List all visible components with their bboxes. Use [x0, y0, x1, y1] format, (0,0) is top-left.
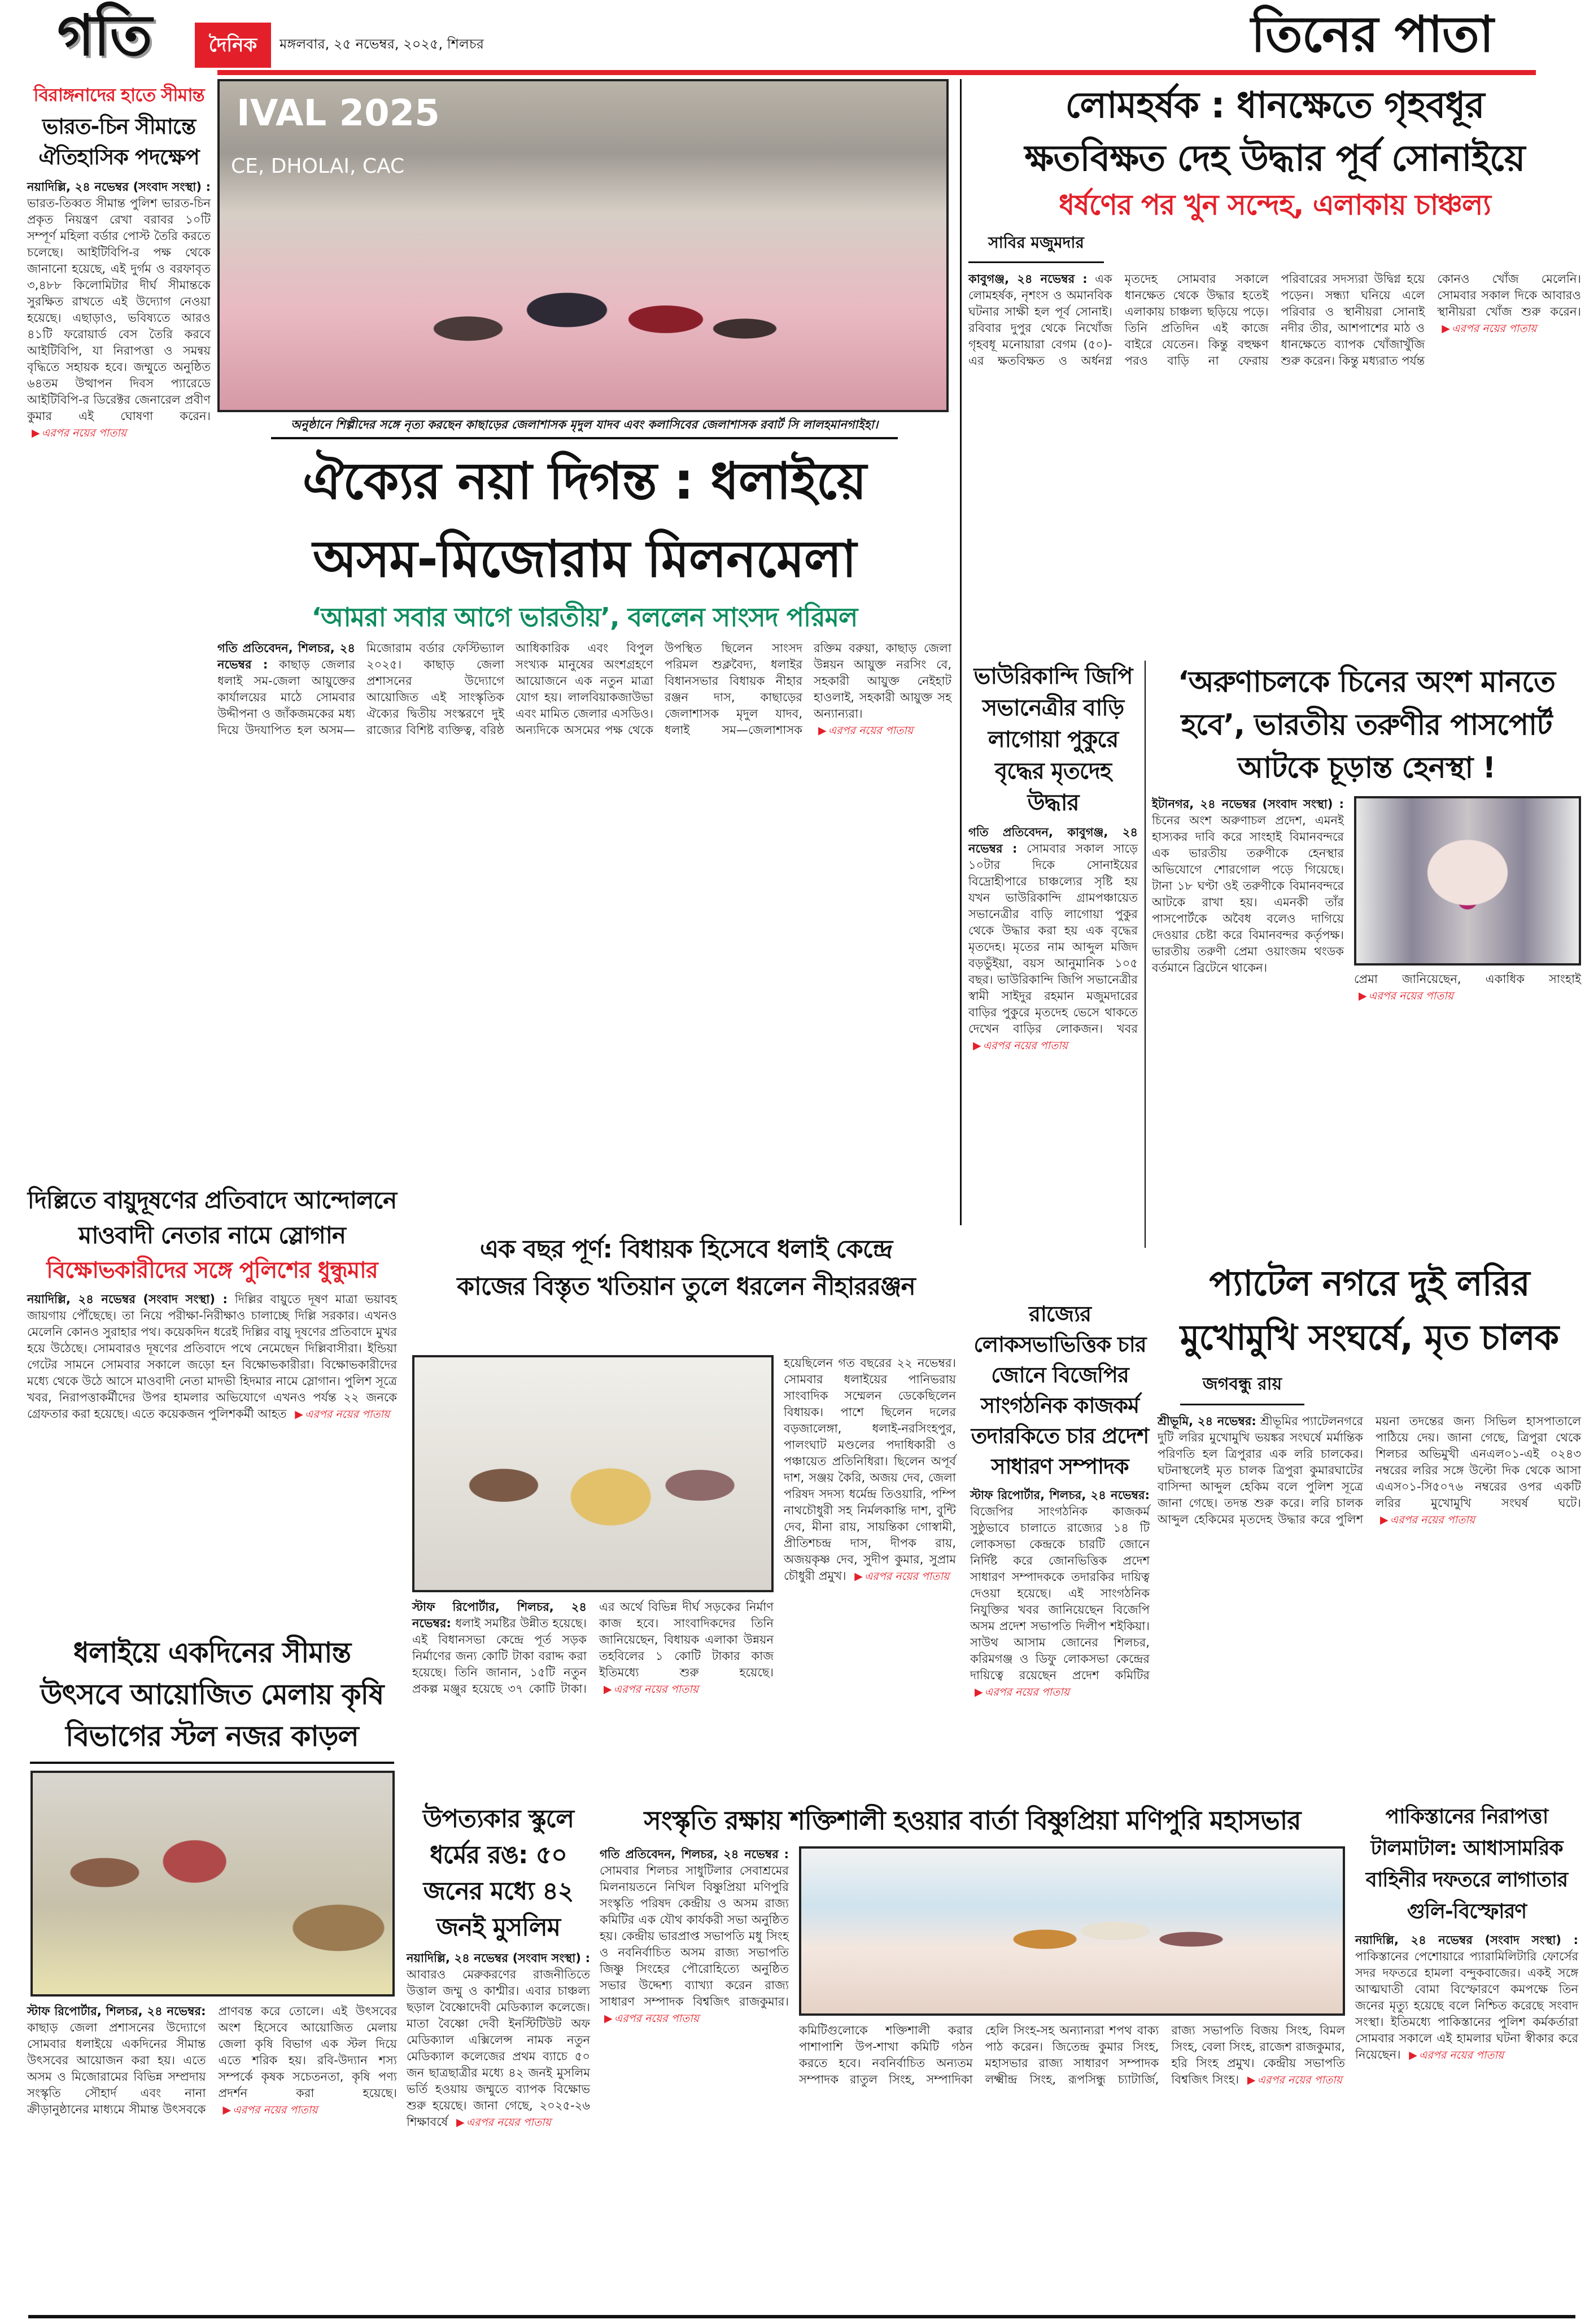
article-headline: ভারত-চিন সীমান্তে	[42, 114, 196, 139]
mahasabha-photo	[799, 1846, 1345, 2016]
article-headline: ভাউরিকান্দি জিপি সভানেত্রীর বাড়ি লাগোয়া পুকুরে বৃদ্ধের মৃতদেহ উদ্ধার	[973, 663, 1133, 816]
article-body	[799, 2022, 1345, 2089]
masthead-badge: দৈনিক	[195, 23, 271, 68]
dateline: ইটানগর, ২৪ নভেম্বর (সংবাদ সংস্থা) :	[1152, 797, 1344, 811]
body-text: এক লোমহর্ষক, নৃশংস ও অমানবিক ঘটনার সাক্ষী হল পূর্ব সোনাই। রবিবার দুপুর থেকে নিখোঁজ গৃহবধূ মনোয়ারা বেগম (৫০)-এর ক্ষতবিক্ষত ও অর্ধনগ্ন মৃতদেহ সোমবার সকালে ধানক্ষেত থেকে উদ্ধার হতেই এলাকায় চাঞ্চল্য ছড়িয়ে পড়ে। তিনি প্রতিদিন এই কাজে বাইরে যেতেন। কিন্তু বহুক্ষণ পরও বাড়ি না ফেরায় পরিবারের সদস্যরা উদ্বিগ্ন হয়ে পড়েন। সন্ধ্যা ঘনিয়ে এলে পরিবার ও স্থানীয়রা সোনাই নদীর তীর, আশপাশের মাঠ ও ধানক্ষেতে ব্যাপক খোঁজাখুঁজি শুরু করেন। কিন্তু মধ্যরাত পর্যন্ত কোনও খোঁজ মেলেনি। সোমবার সকাল দিকে আবারও স্থানীয়রা খোঁজ শুরু করেন।	[968, 272, 1581, 368]
bottom-rule	[28, 2315, 1575, 2318]
dateline: নয়াদিল্লি, ২৪ নভেম্বর (সংবাদ সংস্থা) :	[407, 1951, 590, 1965]
article-mla-headline	[409, 1231, 963, 1305]
body-text: হয়েছিলেন গত বছরের ২২ নভেম্বর। সোমবার ধলাইয়ের পানিভরায় সাংবাদিক সম্মেলন ডেকেছিলেন বিধায়ক। পাশে ছিলেন দলের বড়জালেঙ্গা, ধলাই-নরসিংহপুর, পালংঘাট মণ্ডলের পদাধিকারী ও পঞ্চায়েত প্রতিনিধিরা। ছিলেন অপূর্ব দাশ, সঞ্জয় কৈরি, অজয় দেব, জেলা পরিষদ সদস্য ধর্মেন্দ্র তিওয়ারি, পম্পি নাথচৌধুরী সহ নির্মলকান্তি দাশ, বুন্টি দেব, মীনা রায়, সায়ন্তিকা গোস্বামী, প্রীতিশচন্দ্র দাস, দীপক রায়, অজয়কৃষ্ণ দেব, সুদীপ কুমার, সুপ্রাম চৌধুরী প্রমুখ।	[784, 1356, 956, 1583]
article-body	[1354, 971, 1581, 1004]
continue-link[interactable]: ▶ এরপর নয়ের পাতায়	[1359, 990, 1453, 1002]
divider	[271, 437, 898, 439]
article-body	[968, 824, 1138, 1054]
dateline: শ্রীভূমি, ২৪ নভেম্বর:	[1158, 1414, 1256, 1428]
body-text: বিজেপির সাংগঠনিক কাজকর্ম সুষ্ঠুভাবে চালাতে রাজ্যের ১৪ টি লোকসভা কেন্দ্রকে চারটি জোনে নির্দিষ্ট করে জোনভিত্তিক প্রদেশ সাধারণ সম্পাদককে তদারকির দায়িত্ব দেওয়া হয়েছে। এই সাংগঠনিক নিযুক্তির খবর জানিয়েছেন বিজেপি অসম প্রদেশ সভাপতি দিলীপ শইকিয়া। সাউথ আসাম জোনের শিলচর, করিমগঞ্জ ও ডিফু লোকসভা কেন্দ্রের দায়িত্বে রয়েছেন প্রদেশ কমিটির	[970, 1505, 1150, 1682]
photo-caption: অনুষ্ঠানে শিল্পীদের সঙ্গে নৃত্য করছেন কাছাড়ের জেলাশাসক মৃদুল যাদব এবং কলাসিবের জেলাশাসক রবার্ট সি লালহমানগাইহা।	[290, 418, 879, 431]
article-headline: উৎসবে আয়োজিত মেলায় কৃষি	[40, 1678, 384, 1711]
article-pond	[968, 661, 1138, 1054]
article-headline: দিল্লিতে বায়ুদূষণের প্রতিবাদে আন্দোলনে	[27, 1186, 397, 1214]
article-headline: মাওবাদী নেতার নামে স্লোগান	[78, 1221, 346, 1249]
continue-link[interactable]: ▶ এরপর নয়ের পাতায়	[295, 1408, 390, 1421]
article-pakistan	[1355, 1801, 1578, 2064]
continue-link[interactable]: ▶ এরপর নয়ের পাতায়	[1247, 2074, 1342, 2086]
festival-photo	[217, 79, 949, 412]
column-divider	[1145, 661, 1146, 1248]
body-text: প্রেমা জানিয়েছেন, একাধিক সাংহাই	[1354, 972, 1581, 986]
continue-link[interactable]: ▶ এরপর নয়ের পাতায়	[223, 2104, 318, 2116]
byline: সাবির মজুমদার	[968, 230, 1104, 263]
agri-stall-photo	[30, 1771, 395, 1997]
article-subhead: বিক্ষোভকারীদের সঙ্গে পুলিশের ধুন্ধুমার	[46, 1257, 378, 1283]
article-mla-main	[412, 1355, 774, 1698]
dateline: গতি প্রতিবেদন, শিলচর, ২৪ নভেম্বর :	[600, 1847, 789, 1861]
article-headline: ‘অরুণাচলকে চিনের অংশ মানতে হবে’, ভারতীয় তরুণীর পাসপোর্ট আটকে চূড়ান্ত হেনস্থা !	[1177, 665, 1556, 785]
body-text: কাছাড় জেলা প্রশাসনের উদ্যোগে সোমবার ধলাইয়ে একদিনের সীমান্ত উৎসবের আয়োজন করা হয়। এতে অসম ও মিজোরামের বিভিন্ন সম্প্রদায় সংস্কৃতি সৌহার্দ এবং নানা ক্রীড়ানুষ্ঠানের মাধ্যমে সীমান্ত উৎসবকে প্রাণবন্ত করে তোলে। এই উৎসবের অংশ হিসেবে আয়োজিত মেলায় জেলা কৃষি বিভাগ এক স্টল দিয়ে এতে শরিক হয়। রবি-উদ্যান শস্য সম্পর্কে কৃষক সচেতনতা, কৃষি পণ্য প্রদর্শন করা হয়েছে।	[27, 2004, 397, 2116]
continue-link[interactable]: ▶ এরপর নয়ের পাতায়	[1409, 2049, 1504, 2061]
body-text: সোমবার শিলচর সাধুটিলার সেবাশ্রমের মিলনায়তনে নিখিল বিষ্ণুপ্রিয়া মণিপুরি সংস্কৃতি পরিষদ কেন্দ্রীয় ও অসম রাজ্য কমিটির এক যৌথ কার্যকরী সভা অনুষ্ঠিত হয়। কেন্দ্রীয় ভারপ্রাপ্ত সভাপতি মধু সিংহ ও নবনির্বাচিত অসম রাজ্য সভাপতি জিষ্ণু সিংহের পৌরোহিত্যে অনুষ্ঠিত সভার উদ্দেশ্য ব্যাখ্যা করেন রাজ্য সাধারণ সম্পাদক বিশ্বজিৎ রাজকুমার।	[600, 1864, 789, 2008]
body-text: ভারত-তিব্বত সীমান্ত পুলিশ ভারত-চিন প্রকৃত নিয়ন্ত্রণ রেখা বরাবর ১০টি সম্পূর্ণ মহিলা বর্ডার পোস্ট তৈরি করতে চলেছে। আইটিবিপি-র পক্ষ থেকে জানানো হয়েছে, এই দুর্গম ও বরফাবৃত ৩,৪৮৮ কিলোমিটার দীর্ঘ সীমান্তকে সুরক্ষিত রাখতে এই উদ্যোগ নেওয়া হয়েছে। এছাড়াও, ভবিষ্যতে আরও ৪১টি ফরোয়ার্ড বেস তৈরি করবে আইটিবিপি, যা নিরাপত্তা ও সমন্বয় বৃদ্ধিতে সহায়ক হবে। জম্মুতে অনুষ্ঠিত ৬৪তম উত্থাপন দিবস প্যারেডে আইটিবিপি-র ডিরেক্টর জেনারেল প্রবীণ কুমার এই ঘোষণা করেন।	[27, 196, 211, 423]
article-body	[27, 1291, 397, 1423]
main-headline: ঐক্যের নয়া দিগন্ত : ধলাইয়ে	[303, 452, 866, 511]
article-body	[412, 1599, 774, 1698]
article-body	[968, 271, 1581, 369]
article-body	[600, 1846, 789, 2089]
article-headline: লোমহর্ষক : ধানক্ষেতে গৃহবধূর	[1065, 85, 1484, 126]
dateline: নয়াদিল্লি, ২৪ নভেম্বর (সংবাদ সংস্থা) :	[27, 180, 211, 194]
divider	[30, 1762, 394, 1764]
article-body	[1158, 1413, 1581, 1528]
column-divider	[960, 79, 962, 1225]
dateline: গতি প্রতিবেদন, শিলচর, ২৪ নভেম্বর :	[217, 641, 355, 671]
article-headline: সংস্কৃতি রক্ষায় শক্তিশালী হওয়ার বার্তা বিষ্ণুপ্রিয়া মণিপুরি মহাসভার	[644, 1805, 1301, 1836]
dateline: নয়াদিল্লি, ২৪ নভেম্বর (সংবাদ সংস্থা) :	[27, 1292, 228, 1306]
article-headline: টালমাটাল: আধাসামরিক	[1370, 1837, 1563, 1860]
article-border	[27, 82, 211, 442]
dateline: স্টাফ রিপোর্টার, শিলচর, ২৪ নভেম্বর:	[412, 1600, 587, 1630]
article-headline: গুলি-বিস্ফোরণ	[1407, 1900, 1527, 1923]
continue-link[interactable]: ▶ এরপর নয়ের পাতায়	[604, 1683, 698, 1696]
body-text: আবারও মেরুকরণের রাজনীতিতে উত্তাল জম্মু ও কাশ্মীর। এবার চাঞ্চল্য ছড়াল বৈষ্ণোদেবী মেডিক্যাল কলেজে। মাতা বৈষ্ণো দেবী ইনস্টিটিউট অফ মেডিক্যাল এক্সিলেন্স নামক নতুন মেডিক্যাল কলেজের প্রথম ব্যাচে ৫০ জন ছাত্রছাত্রীর মধ্যে ৪২ জনই মুসলিম ভর্তি হওয়ায় জম্মুতে ব্যাপক বিক্ষোভ শুরু হয়েছে। জানা গেছে, ২০২৫-২৬ শিক্ষাবর্ষে	[407, 1968, 590, 2129]
article-body	[784, 1355, 956, 1585]
article-lorry	[1158, 1256, 1581, 1528]
article-manipuri	[600, 1801, 1345, 2089]
body-text: চিনের অংশ অরুণাচল প্রদেশ, এমনই হাস্যকর দাবি করে সাংহাই বিমানবন্দরে এক ভারতীয় তরুণীকে হেনস্থার অভিযোগে শোরগোল পড়ে গিয়েছে। টানা ১৮ ঘণ্টা ওই তরুণীকে বিমানবন্দরে আটকে রাখা হয়। এমনকী তাঁর পাসপোর্টকে অবৈধ বলেও দাগিয়ে দেওয়ার চেষ্টা করে বিমানবন্দর কর্তৃপক্ষ। ভারতীয় তরুণী প্রেমা ওয়াংজম থংডক বর্তমানে ব্রিটেনে থাকেন।	[1152, 814, 1344, 975]
article-body	[27, 179, 211, 442]
article-headline: ক্ষতবিক্ষত দেহ উদ্ধার পূর্ব সোনাইয়ে	[1024, 138, 1525, 180]
woman-photo	[1354, 796, 1581, 966]
article-murder	[968, 79, 1581, 369]
main-subhead: ‘আমরা সবার আগে ভারতীয়’, বললেন সাংসদ পরিমল	[311, 602, 858, 632]
article-headline: এক বছর পূর্ণ: বিধায়ক হিসেবে ধলাই কেন্দ্রে	[479, 1235, 893, 1264]
body-text: দিল্লির বায়ুতে দূষণ মাত্রা ভয়াবহ জায়গায় পৌঁছেছে। তা নিয়ে পরীক্ষা-নিরীক্ষাও চালাচ্ছে দিল্লি সরকার। এখনও মেলেনি কোনও সুরাহার পথ। কয়েকদিন ধরেই দিল্লির বায়ু দূষণের প্রতিবাদে মুখর হয়ে উঠেছে। সোমবারও দূষণের প্রতিবাদে পথে নেমেছেন দিল্লিবাসীরা। ইন্ডিয়া গেটের সামনে সোমবার সকালে জড়ো হন বিক্ষোভকারীরা। বিক্ষোভকারীদের মধ্যে থেকে উঠে আসে মাওবাদী নেতা মাদভী হিদমার নামে স্লোগান। পুলিশ সূত্রে খবর, নিরাপত্তাকর্মীদের উপর হামলার অভিযোগে এখনও পর্যন্ত ২২ জনকে গ্রেফতার করা হয়েছে। এতে কয়েকজন পুলিশকর্মী আহত	[27, 1292, 397, 1421]
article-delhi	[27, 1183, 397, 1423]
masthead-date: মঙ্গলবার, ২৫ নভেম্বর, ২০২৫, শিলচর	[280, 36, 484, 52]
article-headline: কাজের বিস্তৃত খতিয়ান তুলে ধরলেন নীহাররঞ্জন	[457, 1272, 915, 1301]
mla-press-photo	[412, 1355, 774, 1592]
article-school	[407, 1801, 590, 2131]
body-text: পাকিস্তানের পেশোয়ারে প্যারামিলিটারি ফোর্সের সদর দফতরে হামলা বন্দুকবাজের। একই সঙ্গে আত্মঘাতী বোমা বিস্ফোরণে কমপক্ষে তিন জনের মৃত্যু হয়েছে বলে নিশ্চিত করেছে সংবাদ সংস্থা। ইতিমধ্যে পাকিস্তানের পুলিশ কর্মকর্তারা সোমবার সকালে এই হামলার ঘটনা স্বীকার করে নিয়েছেন।	[1355, 1950, 1578, 2061]
article-body	[407, 1950, 590, 2131]
article-body	[27, 2003, 397, 2118]
article-subhead: ধর্ষণের পর খুন সন্দেহ, এলাকায় চাঞ্চল্য	[1059, 189, 1491, 221]
masthead-red-rule	[217, 70, 1536, 75]
continue-link[interactable]: ▶ এরপর নয়ের পাতায়	[32, 427, 126, 439]
article-headline: পাকিস্তানের নিরাপত্তা	[1385, 1805, 1548, 1828]
body-text: শ্রীভূমির প্যাটেলনগরে দুটি লরির মুখোমুখি ভয়ঙ্কর সংঘর্ষে মর্মান্তিক পরিণতি হল ত্রিপুরার এক লরি চালকের। ঘটনাস্থলেই মৃত চালক ত্রিপুরা কুমারঘাটের বাসিন্দা আব্দুল হেকিম বলে পুলিশ সূত্রে জানা গেছে। তদন্ত শুরু করে। লরি চালক আব্দুল হেকিমের মৃতদেহ উদ্ধার করে পুলিশ ময়না তদন্তের জন্য সিভিল হাসপাতালে পাঠিয়ে দেয়। জানা গেছে, ত্রিপুরা থেকে শিলচর অভিমুখী এনএল০১-এই ০২৪৩ নম্বরের লরির সঙ্গে উল্টো দিক থেকে আসা এএস০১-সি৫০৭৬ নম্বরের ওপর একটি লরির মুখোমুখি সংঘর্ষ ঘটে।	[1158, 1414, 1581, 1526]
article-festival	[217, 79, 951, 739]
continue-link[interactable]: ▶ এরপর নয়ের পাতায়	[818, 724, 913, 737]
article-headline: ঐতিহাসিক পদক্ষেপ	[38, 145, 199, 169]
continue-link[interactable]: ▶ এরপর নয়ের পাতায়	[456, 2116, 551, 2129]
body-text: কাছাড় জেলার ধলাই সম-জেলা আয়ুক্তের কার্যালয়ের মাঠে সোমবার উদ্দীপনা ও জাঁকজমকের মধ্য দিয়ে উদযাপিত হল অসম—মিজোরাম বর্ডার ফেস্টিভ্যাল ২০২৫। কাছাড় জেলা প্রশাসনের উদ্যোগে আয়োজিত এই সাংস্কৃতিক ঐক্যের দ্বিতীয় সংস্করণে দুই রাজ্যের বিশিষ্ট ব্যক্তিত্ব, বরিষ্ঠ আধিকারিক এবং বিপুল সংখ্যক মানুষের অংশগ্রহণে আয়োজনে এক নতুন মাত্রা যোগ হয়। লালবিয়াকজাউভা এবং মামিত জেলার এসডিও। অন্যদিকে অসমের পক্ষ থেকে উপস্থিত ছিলেন সাংসদ পরিমল শুক্লবৈদ্য, ধলাইর বিধানসভার বিধায়ক নীহার রঞ্জন দাস, কাছাড়ের জেলাশাসক মৃদুল যাদব, ধলাই সম—জেলাশাসক রক্তিম বরুয়া, কাছাড় জেলা উন্নয়ন আয়ুক্ত নরসিং বে, সহকারী আয়ুক্ত নেইহাট হাওলাই, সহকারী আয়ুক্ত সহ অন্যান্যরা।	[217, 641, 951, 737]
dateline: নয়াদিল্লি, ২৪ নভেম্বর (সংবাদ সংস্থা) :	[1355, 1933, 1578, 1947]
article-body	[970, 1487, 1150, 1701]
continue-link[interactable]: ▶ এরপর নয়ের পাতায়	[1380, 1514, 1475, 1526]
byline: জগবন্ধু রায়	[1180, 1370, 1304, 1405]
body-text: সোমবার সকাল সাড়ে ১০টার দিকে সোনাইয়ের বিদ্রোহীপারে চাঞ্চল্যের সৃষ্টি হয় যখন ভাউরিকান্দি গ্রামপঞ্চায়েত সভানেত্রীর বাড়ি লাগোয়া পুকুর থেকে উদ্ধার করা হয় এক বৃদ্ধের মৃতদেহ। মৃতের নাম আব্দুল মজিদ বড়ভুঁইয়া, বয়স আনুমানিক ১০৫ বছর। ভাউরিকান্দি জিপি সভানেত্রীর স্বামী সাইদুর রহমান মজুমদারের বাড়ির পুকুরে মৃতদেহ ভেসে থাকতে দেখেন বাড়ির লোকজন। খবর	[968, 842, 1138, 1036]
article-kicker: বিরাঙ্গনাদের হাতে সীমান্ত	[33, 84, 204, 106]
article-headline: বাহিনীর দফতরে লাগাতার	[1365, 1868, 1568, 1891]
body-text: কমিটিগুলোকে শক্তিশালী করার পাশাপাশি উপ-শাখা কমিটি গঠন করতে হবে। নবনির্বাচিত অন্যতম সম্পাদক রাতুল সিংহ, সম্পাদিকা হেলি সিংহ-সহ অন্যান্যরা শপথ বাক্য পাঠ করেন। জিতেন্দ্র কুমার সিংহ, মহাসভার রাজ্য সাধারণ সম্পাদক লক্ষ্মীন্দ্র সিংহ, রূপসিন্ধু চ্যাটার্জি, রাজ্য সভাপতি বিজয় সিংহ, বিমল সিংহ, বেলা সিংহ, রাজেশ রাজকুমার, হরি সিংহ প্রমুখ। কেন্দ্রীয় সভাপতি বিশ্বজিৎ সিংহ।	[799, 2024, 1345, 2086]
article-headline: প্যাটেল নগরে দুই লরির	[1209, 1263, 1530, 1304]
article-passport	[1152, 661, 1581, 1004]
masthead-logo: গতি	[57, 2, 152, 68]
article-body	[1355, 1932, 1578, 2064]
dateline: কাবুগঞ্জ, ২৪ নভেম্বর :	[968, 272, 1088, 286]
dateline: স্টাফ রিপোর্টার, শিলচর, ২৪ নভেম্বর:	[970, 1488, 1150, 1502]
body-text: ধলাই সমষ্টির উন্নীত হয়েছে। এই বিধানসভা কেন্দ্রে পূর্ত সড়ক নির্মাণের জন্য কোটি টাকা বরাদ্দ করা হয়েছে। তিনি জানান, ১৫টি নতুন প্রকল্প মঞ্জুর হয়েছে ৩৭ কোটি টাকা। এর অর্থে বিভিন্ন দীর্ঘ সড়কের নির্মাণ কাজ হবে। সাংবাদিকদের তিনি জানিয়েছেন, বিধায়ক এলাকা উন্নয়ন তহবিলের ১ কোটি টাকার কাজ ইতিমধ্যে শুরু হয়েছে।	[412, 1600, 774, 1696]
article-headline: রাজ্যের লোকসভাভিত্তিক চার জোনে বিজেপির সাংগঠনিক কাজকর্ম তদারকিতে চার প্রদেশ সাধারণ সম্পাদক	[971, 1301, 1149, 1479]
article-body	[217, 640, 951, 739]
article-headline: উপত্যকার স্কুলে ধর্মের রঙ: ৫০ জনের মধ্যে ৪২ জনই মুসলিম	[422, 1805, 574, 1942]
article-headline: ধলাইয়ে একদিনের সীমান্ত	[73, 1636, 351, 1669]
continue-link[interactable]: ▶ এরপর নয়ের পাতায়	[854, 1570, 949, 1583]
continue-link[interactable]: ▶ এরপর নয়ের পাতায়	[1442, 322, 1536, 335]
dateline: গতি প্রতিবেদন, কাবুগঞ্জ, ২৪ নভেম্বর :	[968, 825, 1138, 855]
page-title: তিনের পাতা	[1251, 5, 1494, 63]
photo-figures	[389, 217, 784, 403]
article-agri	[27, 1632, 397, 2118]
photo-banner-text: CE, DHOLAI, CAC	[231, 155, 405, 178]
continue-link[interactable]: ▶ এরপর নয়ের পাতায়	[973, 1039, 1068, 1052]
continue-link[interactable]: ▶ এরপর নয়ের পাতায়	[975, 1686, 1069, 1698]
main-headline: অসম-মিজোরাম মিলনমেলা	[313, 530, 856, 589]
article-headline: মুখোমুখি সংঘর্ষে, মৃত চালক	[1180, 1317, 1559, 1358]
continue-link[interactable]: ▶ এরপর নয়ের পাতায়	[604, 2012, 699, 2025]
dateline: স্টাফ রিপোর্টার, শিলচর, ২৪ নভেম্বর:	[27, 2004, 206, 2018]
article-headline: বিভাগের স্টল নজর কাড়ল	[66, 1720, 359, 1753]
photo-banner-text: IVAL 2025	[237, 93, 440, 134]
article-body	[1152, 796, 1344, 1004]
article-bjp	[970, 1299, 1150, 1701]
